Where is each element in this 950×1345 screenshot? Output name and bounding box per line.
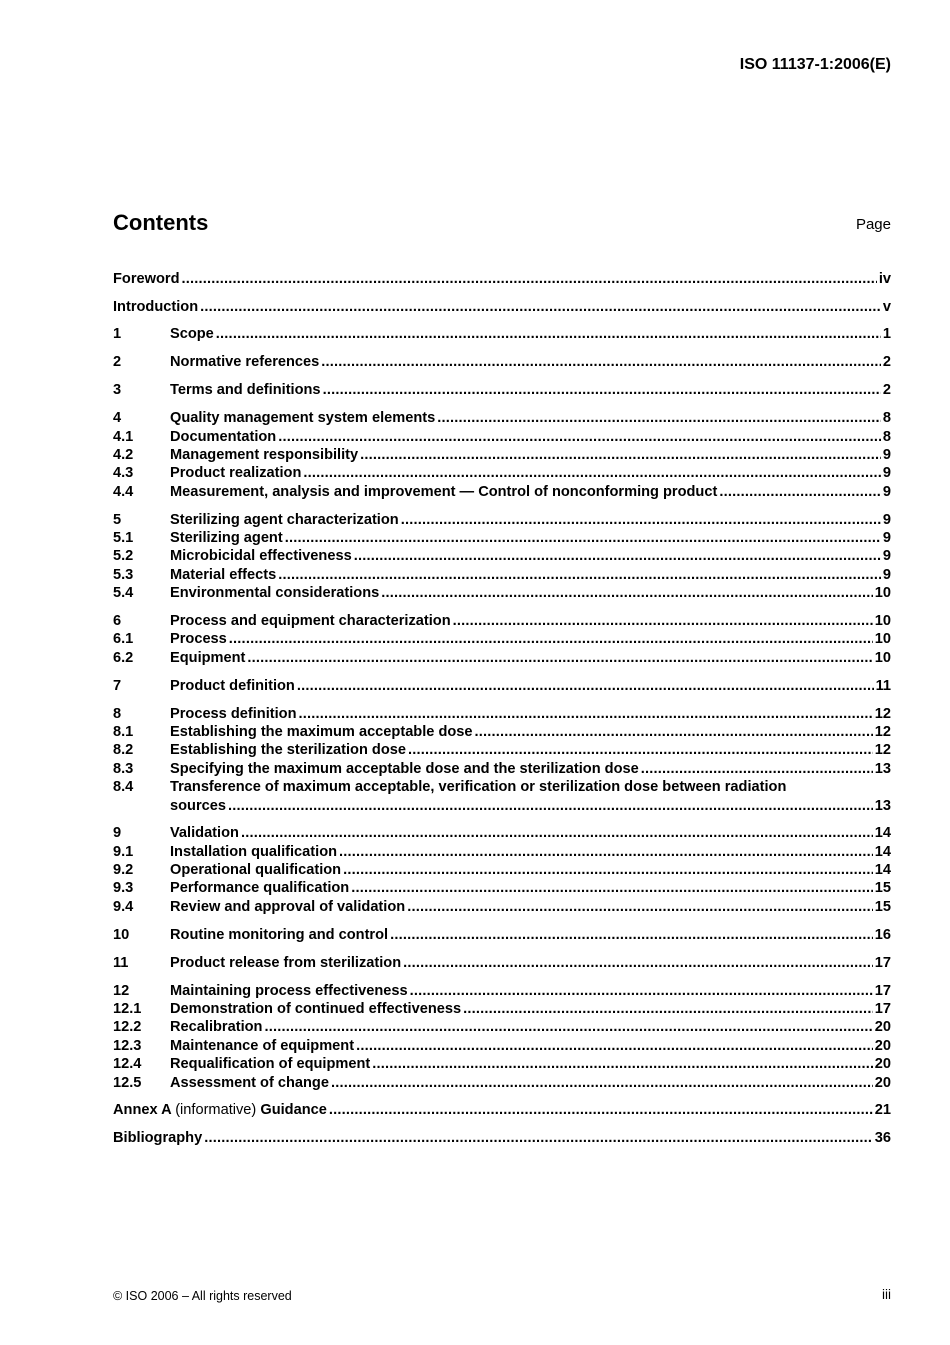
toc-entry-title: Product definition [170, 678, 295, 694]
toc-entry[interactable] [113, 630, 891, 648]
toc-entry-title [113, 1101, 327, 1119]
annex-label: Annex A [113, 1102, 172, 1118]
toc-entry-number: 9.3 [113, 880, 134, 896]
toc-entry-page: 1 [882, 326, 891, 342]
toc-entry-page: 10 [874, 650, 891, 666]
toc-entry-title: Assessment of change [170, 1075, 329, 1091]
toc-entry-number: 9.2 [113, 862, 134, 878]
toc-entry[interactable] [113, 270, 891, 288]
toc-entry[interactable] [113, 584, 891, 602]
dot-leader [453, 612, 873, 630]
toc-entry-number: 6 [113, 613, 122, 629]
toc-entry-title: Requalification of equipment [170, 1056, 371, 1072]
toc-entry-title: Establishing the maximum acceptable dose [170, 724, 473, 740]
dot-leader [372, 1055, 873, 1073]
toc-entry-page: 15 [874, 899, 891, 915]
toc-entry-page: 9 [882, 465, 891, 481]
dot-leader [641, 760, 873, 778]
toc-entry-number: 6.1 [113, 631, 134, 647]
toc-entry-page: 13 [874, 761, 891, 777]
toc-entry[interactable] [113, 843, 891, 861]
toc-entry-number: 3 [113, 382, 122, 398]
toc-entry-number: 5 [113, 512, 122, 528]
dot-leader [475, 723, 873, 741]
toc-entry-number: 8 [113, 706, 122, 722]
toc-entry-title: Measurement, analysis and improvement — Control of nonconforming product [170, 484, 718, 500]
dot-leader [323, 381, 881, 399]
toc-entry[interactable] [113, 547, 891, 565]
toc-entry[interactable] [113, 705, 891, 723]
toc-entry-title: Sterilizing agent [170, 530, 283, 546]
toc-entry[interactable] [113, 797, 891, 815]
toc-entry-title: Performance qualification [170, 880, 350, 896]
toc-entry-title: Process and equipment characterization [170, 613, 451, 629]
dot-leader [360, 446, 881, 464]
toc-entry-title: Process [170, 631, 227, 647]
toc-entry-number: 8.3 [113, 761, 134, 777]
toc-entry-number: 8.1 [113, 724, 134, 740]
toc-entry[interactable] [113, 982, 891, 1000]
toc-entry-title: Establishing the sterilization dose [170, 742, 406, 758]
toc-entry-title: Scope [170, 326, 214, 342]
toc-entry-number: 6.2 [113, 650, 134, 666]
toc-entry[interactable] [113, 1018, 891, 1036]
toc-entry-page: 14 [874, 825, 891, 841]
dot-leader [401, 511, 881, 529]
toc-entry[interactable] [113, 511, 891, 529]
toc-entry[interactable] [113, 428, 891, 446]
dot-leader [204, 1129, 873, 1147]
toc-entry[interactable] [113, 381, 891, 399]
toc-entry-title: Quality management system elements [170, 410, 436, 426]
toc-entry-title: Foreword [113, 271, 180, 287]
toc-entry-title: Maintenance of equipment [170, 1038, 355, 1054]
toc-entry[interactable] [113, 483, 891, 501]
toc-entry-page: 12 [874, 706, 891, 722]
dot-leader [390, 926, 873, 944]
toc-entry-title: Documentation [170, 429, 277, 445]
dot-leader [264, 1018, 872, 1036]
dot-leader [200, 298, 881, 316]
toc-entry-number: 12.2 [113, 1019, 142, 1035]
toc-entry[interactable] [113, 649, 891, 667]
dot-leader [247, 649, 872, 667]
dot-leader [410, 982, 873, 1000]
toc-entry-number: 12.5 [113, 1075, 142, 1091]
toc-entry[interactable] [113, 298, 891, 316]
dot-leader [299, 705, 873, 723]
toc-entry-title: Routine monitoring and control [170, 927, 389, 943]
toc-entry-page: 10 [874, 585, 891, 601]
toc-entry-number: 10 [113, 927, 130, 943]
toc-entry-page: 10 [874, 631, 891, 647]
toc-entry-number: 4.3 [113, 465, 134, 481]
toc-entry-number: 2 [113, 354, 122, 370]
toc-entry[interactable] [113, 954, 891, 972]
dot-leader [403, 954, 873, 972]
toc-entry-page: 8 [882, 429, 891, 445]
toc-entry[interactable] [113, 677, 891, 695]
toc-entry-number: 12 [113, 983, 130, 999]
toc-entry-page: 14 [874, 844, 891, 860]
toc-entry-page: v [882, 299, 891, 315]
toc-entry-number: 4.4 [113, 484, 134, 500]
page-number: iii [882, 1287, 891, 1302]
dot-leader [463, 1000, 873, 1018]
dot-leader [278, 428, 881, 446]
dot-leader [297, 677, 874, 695]
toc-entry-page: 20 [874, 1056, 891, 1072]
toc-entry[interactable] [113, 741, 891, 759]
toc-entry-page: 2 [882, 354, 891, 370]
toc-entry-page: 9 [882, 530, 891, 546]
toc-entry-page: 20 [874, 1075, 891, 1091]
toc-entry-title: Operational qualification [170, 862, 342, 878]
toc-entry[interactable] [113, 861, 891, 879]
toc-entry-title: Process definition [170, 706, 297, 722]
toc-entry-page: 17 [874, 1001, 891, 1017]
toc-entry-page: 9 [882, 567, 891, 583]
dot-leader [351, 879, 873, 897]
dot-leader [229, 630, 873, 648]
toc-entry-title: Maintaining process effectiveness [170, 983, 408, 999]
annex-note: (informative) [175, 1102, 257, 1118]
toc-entry[interactable] [113, 464, 891, 482]
dot-leader [381, 584, 873, 602]
dot-leader [331, 1074, 873, 1092]
toc-entry-page: 9 [882, 548, 891, 564]
toc-entry[interactable] [113, 353, 891, 371]
toc-entry-number: 11 [113, 955, 129, 971]
toc-entry[interactable] [113, 760, 891, 778]
toc-entry-title: Introduction [113, 299, 199, 315]
dot-leader [719, 483, 881, 501]
dot-leader [407, 898, 873, 916]
toc-entry-page: 9 [882, 447, 891, 463]
toc-entry-title: Equipment [170, 650, 246, 666]
toc-entry-page: 13 [874, 798, 891, 814]
dot-leader [343, 861, 873, 879]
toc-entry-number: 12.4 [113, 1056, 142, 1072]
toc-entry-page: 20 [874, 1019, 891, 1035]
toc-entry-page: 2 [882, 382, 891, 398]
toc-entry-page: 17 [874, 983, 891, 999]
toc-entry-page: 9 [882, 512, 891, 528]
toc-entry[interactable] [113, 1037, 891, 1055]
toc-entry-page: 17 [874, 955, 891, 971]
document-id: ISO 11137-1:2006(E) [739, 56, 891, 73]
toc-entry-title: Installation qualification [170, 844, 338, 860]
toc-entry-number: 9 [113, 825, 122, 841]
toc-entry[interactable] [113, 723, 891, 741]
toc-entry-title: Environmental considerations [170, 585, 380, 601]
copyright-notice: © ISO 2006 – All rights reserved [113, 1289, 292, 1303]
dot-leader [329, 1101, 873, 1119]
toc-entry-title: Transference of maximum acceptable, verification or sterilization dose between radiation [170, 779, 787, 795]
toc-entry-number: 7 [113, 678, 122, 694]
toc-entry-number: 5.3 [113, 567, 134, 583]
toc-entry-page: iv [878, 271, 891, 287]
toc-entry-title: Validation [170, 825, 239, 841]
toc-entry[interactable] [113, 325, 891, 343]
toc-entry[interactable] [113, 1129, 891, 1147]
toc-entry-title: Management responsibility [170, 447, 359, 463]
toc-entry-number: 1 [113, 326, 122, 342]
dot-leader [408, 741, 873, 759]
dot-leader [228, 797, 873, 815]
toc-entry-number: 9.1 [113, 844, 134, 860]
toc-entry[interactable] [113, 1000, 891, 1018]
toc-entry-number: 12.3 [113, 1038, 142, 1054]
toc-entry[interactable] [113, 566, 891, 584]
toc-entry[interactable] [113, 926, 891, 944]
toc-entry-page: 15 [874, 880, 891, 896]
toc-entry-page: 36 [874, 1130, 891, 1146]
contents-title: Contents [113, 210, 209, 235]
dot-leader [303, 464, 881, 482]
toc-entry-number: 8.2 [113, 742, 134, 758]
toc-entry[interactable] [113, 1055, 891, 1073]
toc-entry-title: Material effects [170, 567, 277, 583]
toc-entry-page: 10 [874, 613, 891, 629]
dot-leader [285, 529, 881, 547]
toc-entry-page: 8 [882, 410, 891, 426]
toc-entry-title: Product release from sterilization [170, 955, 402, 971]
toc-entry-title: Product realization [170, 465, 302, 481]
toc-entry-number: 9.4 [113, 899, 134, 915]
dot-leader [354, 547, 881, 565]
dot-leader [181, 270, 876, 288]
toc-entry[interactable] [113, 529, 891, 547]
toc-entry[interactable] [113, 1101, 891, 1119]
page-column-label: Page [855, 216, 891, 233]
toc-entry-number: 4 [113, 410, 122, 426]
dot-leader [216, 325, 881, 343]
dot-leader [356, 1037, 873, 1055]
toc-entry[interactable] [113, 1074, 891, 1092]
toc-entry-page: 12 [874, 724, 891, 740]
toc-entry-title: Microbicidal effectiveness [170, 548, 352, 564]
toc-entry-page: 14 [874, 862, 891, 878]
toc-entry[interactable] [113, 824, 891, 842]
toc-entry-page: 21 [874, 1102, 891, 1118]
toc-entry-number: 5.1 [113, 530, 134, 546]
dot-leader [339, 843, 873, 861]
toc-entry-title: Specifying the maximum acceptable dose and the sterilization dose [170, 761, 639, 777]
toc-entry-number: 12.1 [113, 1001, 142, 1017]
annex-title: Guidance [260, 1102, 327, 1118]
toc-entry[interactable] [113, 409, 891, 427]
toc-entry-title: Bibliography [113, 1130, 203, 1146]
toc-entry-title: Review and approval of validation [170, 899, 406, 915]
toc-entry[interactable] [113, 879, 891, 897]
toc-entry-title: Sterilizing agent characterization [170, 512, 399, 528]
toc-entry-number: 4.1 [113, 429, 134, 445]
toc-entry-page: 9 [882, 484, 891, 500]
toc-entry-title: Recalibration [170, 1019, 263, 1035]
toc-entry[interactable] [113, 446, 891, 464]
toc-entry-title: Terms and definitions [170, 382, 321, 398]
dot-leader [321, 353, 881, 371]
toc-entry-page: 16 [874, 927, 891, 943]
toc-entry[interactable] [113, 898, 891, 916]
toc-entry-title: sources [170, 798, 226, 814]
dot-leader [437, 409, 881, 427]
toc-entry-number: 5.2 [113, 548, 134, 564]
toc-entry-title: Demonstration of continued effectiveness [170, 1001, 462, 1017]
toc-entry-number: 8.4 [113, 779, 134, 795]
toc-entry-page: 20 [874, 1038, 891, 1054]
toc-entry-number: 5.4 [113, 585, 134, 601]
toc-entry-page: 11 [875, 678, 891, 694]
toc-entry-number: 4.2 [113, 447, 134, 463]
toc-entry[interactable] [113, 612, 891, 630]
toc-entry[interactable] [113, 778, 891, 796]
dot-leader [241, 824, 873, 842]
toc-entry-page: 12 [874, 742, 891, 758]
dot-leader [278, 566, 881, 584]
toc-entry-title: Normative references [170, 354, 320, 370]
